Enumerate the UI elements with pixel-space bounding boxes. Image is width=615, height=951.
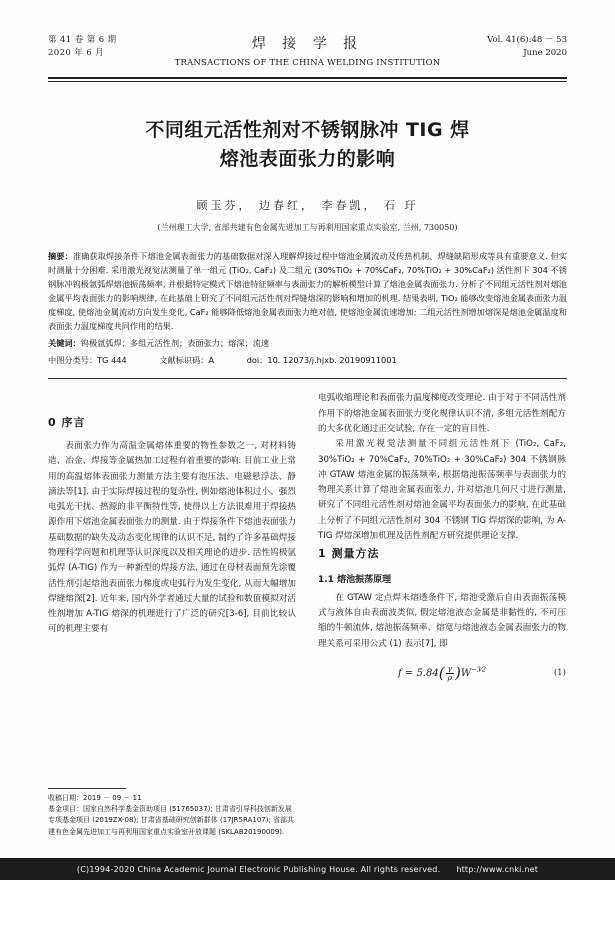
section-heading-intro: 0 序言 <box>48 416 86 430</box>
clc-label: 中图分类号： <box>48 355 98 366</box>
clc-value: TG 444 <box>97 355 127 366</box>
masthead-volume-en <box>447 34 567 60</box>
page-title-line1: 不同组元活性剂对不锈钢脉冲 TIG 焊 <box>145 118 470 141</box>
copyright-bar <box>0 858 615 880</box>
journal-name <box>168 34 447 70</box>
journal-name-en: TRANSACTIONS OF THE CHINA WELDING INSTITUTION <box>174 58 441 68</box>
doi-value: 10. 12073/j.hjxb. 20190911001 <box>267 355 397 366</box>
equation-fraction <box>446 665 454 683</box>
keywords-paragraph <box>48 336 567 350</box>
abstract-divider <box>48 378 567 379</box>
fund-value: 国家自然科学基金资助项目 (51765037); 甘肃省引导科技创新发展专项基金项目 (2019ZX-08); 甘肃省基础研究创新群体 (17JR5RA107); 省部共建有色金属先进加工与再利用国家重点实验室开放课题 (SKLAB20190009). <box>48 805 295 836</box>
paren-close: ) <box>455 664 461 683</box>
footnote-divider <box>48 788 126 789</box>
clc-number <box>48 355 127 365</box>
section-1-1-paragraph: 在 GTAW 定点焊未熔透条件下, 熔池受激后自由表面振荡模式与液体自由表面波类似, 假定熔池液态金属是非黏性的, 不可压缩的牛顿流体, 熔池振荡频率、熔宽与熔池液态金属表面张力的物理关系可采用公式 (1) 表示[7], 即 <box>318 592 566 649</box>
equation-1 <box>318 660 566 687</box>
equation-variable-w: W <box>460 667 472 679</box>
doc-label: 文献标识码： <box>159 355 209 366</box>
affiliation: (兰州理工大学, 省部共建有色金属先进加工与再利用国家重点实验室, 兰州, 730050) <box>157 222 458 232</box>
page-title <box>48 116 567 175</box>
metadata-line <box>48 354 567 368</box>
volume-cn-line2: 2020 年 6 月 <box>48 47 105 58</box>
received-value: 2019 － 09 － 11 <box>83 793 142 802</box>
footnote-received <box>48 793 296 804</box>
paren-open: ( <box>438 664 445 683</box>
intro-paragraph-3: 采用激光视觉法测量不同组元活性剂下 (TiO₂, CaF₂, 30%TiO₂ + 70%CaF₂, 70%TiO₂ + 30%CaF₂) 304 不锈钢脉冲 GTAW 熔池金属的振荡频率, 根据熔池振荡频率与表面张力的物理关系计算了熔池金属表面张力, 并对熔池几何尺寸进行测量, 研究了不同组元活性剂对熔池金属平均表面张力的影响, 在此基础上分析了不同组元活性剂对 304 不锈钢 TIG 焊熔深的影响, 为 A-TIG 焊熔深增加机理及活性剂配方研究提供理论支撑. <box>318 439 566 541</box>
fraction-numerator: γ <box>447 663 453 673</box>
equation-exponent: −3⁄2 <box>471 665 486 674</box>
document-code <box>159 355 214 365</box>
intro-paragraph-2: 电弧收缩理论和表面张力温度梯度改变理论. 由于对于不同活性剂作用下的熔池金属表面张力变化规律认识不清, 多组元活性剂配方的大多优化通过正交试验, 存在一定的盲目性. <box>318 393 566 434</box>
keywords-label: 关键词： <box>48 338 81 349</box>
masthead-divider <box>48 77 567 82</box>
abstract-label: 摘要： <box>48 250 73 261</box>
section-heading-1-1: 1.1 熔池振荡原理 <box>318 574 392 585</box>
page-title-line2: 熔池表面张力的影响 <box>219 148 396 171</box>
masthead <box>48 34 567 75</box>
author-list: 顾玉芬， 边春红， 李春凯， 石 玗 <box>196 198 419 212</box>
abstract-block <box>48 249 567 369</box>
keywords-text: 钨极氩弧焊；多组元活性剂；表面张力；熔深；流速 <box>80 338 270 349</box>
fraction-denominator: ρ <box>447 672 453 682</box>
equation-lhs: f = 5.84 <box>398 667 439 679</box>
footnote-fund <box>48 804 296 838</box>
masthead-volume-cn <box>48 34 168 60</box>
volume-en-line1: Vol. 41(6):48 － 53 <box>487 35 567 45</box>
intro-paragraph-1: 表面张力作为高温金属熔体重要的物性参数之一, 对材料铸造、冶金、焊接等金属热加工过程有着重要的影响. 目前工业上常用的高温熔体表面张力测量方法主要有泡压法、电磁悬浮法、静滴法等[1]. 由于实际焊接过程的复杂性, 例如熔池体积过小、强烈电弧光干扰、热源的非平衡特性等, 使得以上方法很难用于焊接热源作用下熔池金属表面张力的测量. 由于焊接条件下熔池表面张力基础数据的缺失及动态变化规律的认识不足, 制约了许多基础焊接物理科学问题和机理等认识深度以及相关理论的进步. 活性钨极氩弧焊 (A-TIG) 作为一种新型的焊接方法, 通过在母材表面预先涂覆活性剂引起熔池表面张力梯度或电弧行为发生变化, 从而大幅增加焊缝熔深[2]. 近年来, 国内外学者通过大量的试验和数值模拟对活性剂增加 A-TIG 熔深的机理进行了广泛的研究[3-6], 目前比较认可的机理主要有 <box>48 440 296 635</box>
section-heading-1: 1 测量方法 <box>318 547 380 561</box>
fund-label: 基金项目： <box>48 805 83 814</box>
equation-number: (1) <box>553 667 566 678</box>
doi-label: doi： <box>246 355 268 366</box>
journal-name-cn: 焊 接 学 报 <box>251 36 364 52</box>
doi <box>247 355 397 365</box>
cnki-url: http://www.cnki.net <box>456 864 539 874</box>
abstract-text: 准确获取焊接条件下熔池金属表面张力的基础数据对深入理解焊接过程中熔池金属流动及传热机制、焊缝缺陷形成等具有重要意义. 但实时测量十分困难. 采用激光视觉法测量了单一组元 (TiO₂, CaF₂) 及二组元 (30%TiO₂ + 70%CaF₂, 70%TiO₂ + 30%CaF₂) 活性剂下 304 不锈钢脉冲钨极氩弧焊熔池振荡频率, 并根据特定模式下熔池特征频率与表面张力的解析模型计算了熔池金属表面张力. 分析了不同组元活性剂对熔池金属平均表面张力的影响规律, 在此基础上研究了不同组元活性剂对焊缝熔深的影响和增加的机理. 结果表明, TiO₂ 能够改变熔池金属表面张力温度梯度, 使熔池金属流动方向发生变化, CaF₂ 能够降低熔池金属表面张力绝对值, 使熔池金属流速增加; 二组元活性剂增加熔深是熔池金属温度和表面张力温度梯度共同作用的结果. <box>48 250 567 332</box>
doc-value: A <box>208 355 215 366</box>
title-block <box>48 116 567 233</box>
volume-en-line2: June 2020 <box>523 47 567 58</box>
volume-cn-line1: 第 41 卷 第 6 期 <box>48 35 117 45</box>
footnotes <box>48 788 296 838</box>
copyright-text: (C)1994-2020 China Academic Journal Electronic Publishing House. All rights reserved. <box>76 864 441 874</box>
received-label: 收稿日期： <box>48 793 83 802</box>
abstract-paragraph <box>48 249 567 334</box>
